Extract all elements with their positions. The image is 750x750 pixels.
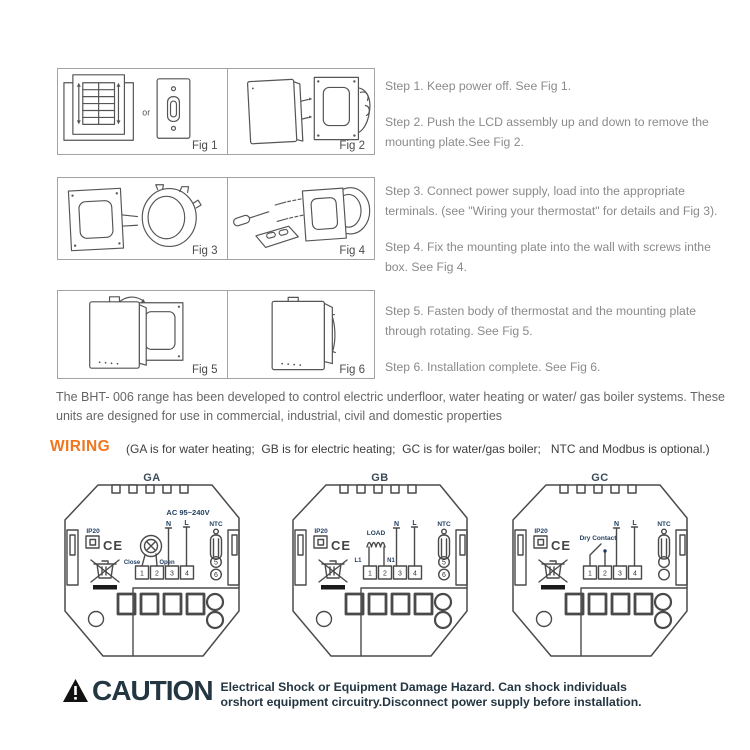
fig4-panel: [228, 178, 374, 259]
ce-mark: CE: [551, 538, 572, 553]
live-label: L: [412, 520, 417, 527]
steps-group-3: [385, 301, 735, 393]
figure-box-3: [57, 290, 375, 379]
svg-text:LOAD: LOAD: [366, 530, 386, 537]
switch-drawing: [157, 79, 190, 138]
live-label: L: [632, 520, 637, 527]
step-3-text: Step 3. Connect power supply, load into the appropriate terminals. (see "Wiring your thermostat" for details and Fig 3).: [385, 184, 718, 218]
svg-text:4: 4: [413, 570, 417, 578]
or-label: or: [142, 107, 151, 118]
wiring-heading: WIRING: [50, 438, 111, 455]
n1-label: N1: [387, 558, 395, 564]
svg-text:2: 2: [155, 570, 159, 578]
l1-label: L1: [354, 558, 362, 564]
neutral-label: N: [613, 521, 620, 528]
svg-text:NTC: NTC: [209, 521, 223, 528]
svg-text:IP20: IP20: [314, 528, 328, 535]
assembled-thermostat-drawing: [272, 297, 335, 369]
svg-text:6: 6: [214, 571, 218, 579]
steps-group-2: [385, 181, 735, 293]
figure-box-1: [57, 68, 375, 155]
svg-text:NTC: NTC: [657, 521, 671, 528]
mounting-plate-drawing: [68, 188, 123, 250]
step-4-text: Step 4. Fix the mounting plate into the wall with screws inthe box. See Fig 4.: [385, 240, 711, 274]
diagram-ga-title: GA: [143, 472, 161, 484]
screws-drawing: [275, 199, 303, 222]
breaker-panel-drawing: [64, 75, 133, 140]
fig3-caption: Fig 3: [191, 245, 218, 257]
caution-label: CAUTION: [92, 675, 213, 706]
step-6-text: Step 6. Installation complete. See Fig 6.: [385, 360, 601, 374]
step-1-text: Step 1. Keep power off. See Fig 1.: [385, 79, 572, 93]
svg-text:2: 2: [383, 570, 387, 578]
fig6-caption: Fig 6: [339, 364, 365, 376]
neutral-label: N: [393, 521, 400, 528]
svg-text:IP20: IP20: [534, 528, 548, 535]
svg-text:4: 4: [185, 570, 189, 578]
svg-text:3: 3: [170, 570, 174, 578]
fig1-panel: [58, 69, 228, 154]
wiring-diagram-ga: [55, 467, 255, 663]
intro-paragraph: The BHT- 006 range has been developed to control electric underfloor, water heating or water/ gas boiler systems. These units are designed for use in commercial, industrial, civil and domestic properties: [56, 390, 725, 423]
screwdriver-drawing: [232, 208, 269, 227]
svg-text:NTC: NTC: [437, 521, 451, 528]
neutral-label: N: [165, 521, 172, 528]
caution-section: [62, 676, 673, 709]
diagram-gc-title: GC: [591, 472, 609, 484]
svg-text:3: 3: [618, 570, 622, 578]
fig1-caption: Fig 1: [191, 140, 218, 152]
live-label: L: [184, 520, 189, 527]
fig6-panel: [228, 291, 374, 378]
step-2-text: Step 2. Push the LCD assembly up and down to remove the mounting plate.See Fig 2.: [385, 115, 709, 149]
svg-text:1: 1: [588, 570, 592, 578]
fig2-caption: Fig 2: [339, 140, 365, 152]
cover-plate-drawing: [255, 226, 297, 247]
svg-text:4: 4: [633, 570, 637, 578]
wiring-diagram-gc: [503, 467, 703, 663]
wiring-diagram-gb: [283, 467, 483, 663]
fig3-panel: [58, 178, 228, 259]
svg-text:6: 6: [442, 571, 446, 579]
fig4-caption: Fig 4: [339, 245, 365, 257]
close-label: Close: [123, 560, 141, 566]
figure-box-2: [57, 177, 375, 260]
power-label: AC 95~240V: [166, 508, 210, 517]
fig2-panel: [228, 69, 374, 154]
svg-text:1: 1: [368, 570, 372, 578]
diagram-gb-title: GB: [371, 472, 389, 484]
svg-text:5: 5: [214, 559, 218, 567]
fig5-caption: Fig 5: [191, 364, 218, 376]
mounting-plate-drawing: [314, 77, 358, 139]
fig5-panel: [58, 291, 228, 378]
steps-group-1: [385, 76, 735, 168]
svg-text:1: 1: [140, 570, 144, 578]
warning-triangle-icon: [62, 678, 89, 705]
svg-text:3: 3: [398, 570, 402, 578]
svg-text:IP20: IP20: [86, 528, 100, 535]
thermostat-body-drawing: [90, 297, 147, 368]
svg-text:2: 2: [603, 570, 607, 578]
step-5-text: Step 5. Fasten body of thermostat and the mounting plate through rotating. See Fig 5.: [385, 304, 696, 338]
svg-text:Dry Contact: Dry Contact: [579, 535, 617, 542]
caution-text: Electrical Shock or Equipment Damage Hazard. Can shock individuals orshort equipment circuitry.Disconnect power supply before installation.: [220, 680, 642, 709]
open-label: Open: [159, 560, 175, 566]
wiring-note: (GA is for water heating; GB is for electric heating; GC is for water/gas boiler; NTC and Modbus is optional.): [126, 442, 710, 456]
ce-mark: CE: [331, 538, 352, 553]
round-wallbox-drawing: [142, 185, 201, 247]
rotate-arrow: [119, 297, 143, 302]
lcd-assembly-drawing: [247, 79, 302, 144]
svg-text:5: 5: [442, 559, 446, 567]
mounting-plate-drawing: [302, 188, 346, 241]
ce-mark: CE: [103, 538, 124, 553]
